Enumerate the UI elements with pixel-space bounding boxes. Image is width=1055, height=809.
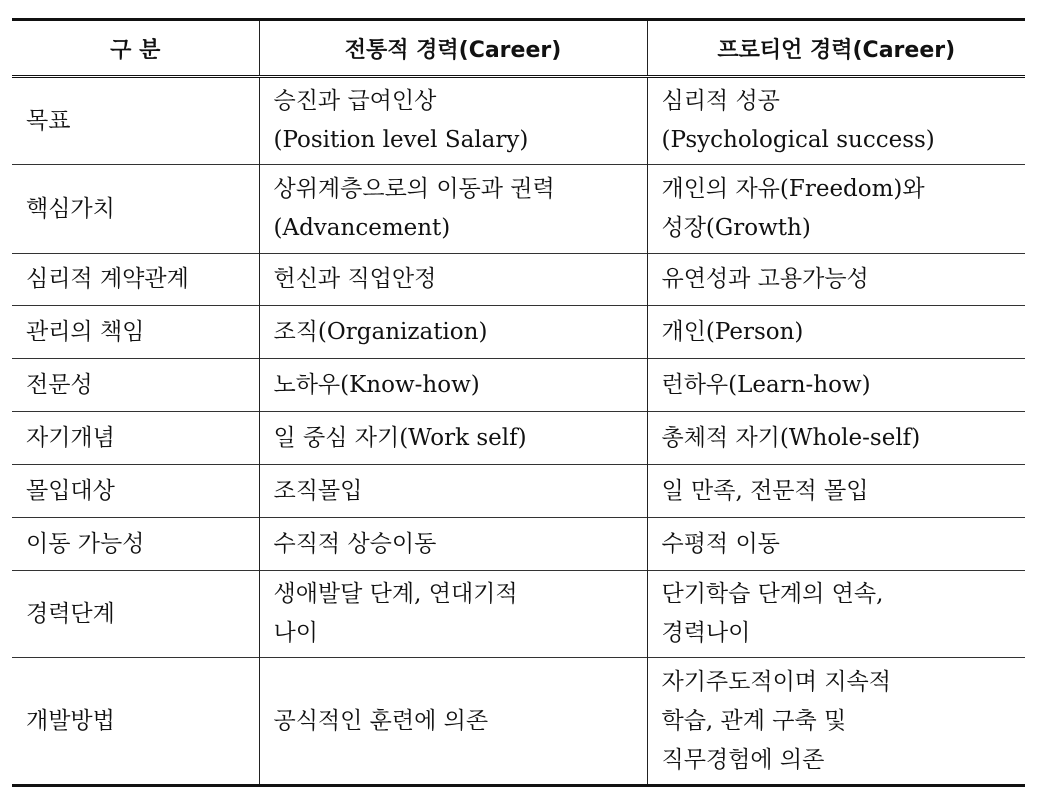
table-row [12, 658, 1025, 786]
protean-cell: 수평적 이동 [647, 518, 1025, 571]
traditional-cell: 조직몰입 [259, 465, 647, 518]
table-row [12, 412, 1025, 465]
row-label: 몰입대상 [12, 465, 259, 518]
traditional-cell: 상위계층으로의 이동과 권력 (Advancement) [259, 165, 647, 254]
row-label: 심리적 계약관계 [12, 254, 259, 306]
table-row [12, 465, 1025, 518]
traditional-cell: 노하우(Know-how) [259, 359, 647, 412]
protean-cell: 개인(Person) [647, 306, 1025, 359]
protean-cell: 총체적 자기(Whole-self) [647, 412, 1025, 465]
protean-cell: 유연성과 고용가능성 [647, 254, 1025, 306]
table-row [12, 359, 1025, 412]
traditional-cell: 승진과 급여인상 (Position level Salary) [259, 77, 647, 165]
row-label: 목표 [26, 107, 71, 134]
protean-cell: 자기주도적이며 지속적 학습, 관계 구축 및 직무경험에 의존 [647, 658, 1025, 786]
table-row [12, 571, 1025, 658]
table-header [12, 20, 1025, 77]
row-label: 이동 가능성 [12, 518, 259, 571]
table-row [12, 518, 1025, 571]
traditional-cell: 헌신과 직업안정 [259, 254, 647, 306]
row-label: 핵심가치 [12, 165, 259, 254]
traditional-cell: 공식적인 훈련에 의존 [259, 658, 647, 786]
header-traditional-career: 전통적 경력(Career) [259, 20, 647, 77]
row-label: 개발방법 [12, 658, 259, 786]
row-label: 관리의 책임 [12, 306, 259, 359]
traditional-cell: 수직적 상승이동 [259, 518, 647, 571]
table-row [12, 254, 1025, 306]
table-row [12, 165, 1025, 254]
protean-cell: 단기학습 단계의 연속, 경력나이 [647, 571, 1025, 658]
table-row [12, 306, 1025, 359]
row-label: 전문성 [12, 359, 259, 412]
traditional-cell: 생애발달 단계, 연대기적 나이 [259, 571, 647, 658]
protean-cell: 일 만족, 전문적 몰입 [647, 465, 1025, 518]
protean-cell: 런하우(Learn-how) [647, 359, 1025, 412]
protean-cell: 개인의 자유(Freedom)와 성장(Growth) [647, 165, 1025, 254]
table-body [12, 77, 1025, 786]
traditional-cell: 일 중심 자기(Work self) [259, 412, 647, 465]
header-category: 구 분 [110, 37, 161, 63]
row-label: 경력단계 [12, 571, 259, 658]
comparison-table-container [12, 18, 1025, 787]
protean-cell: 심리적 성공 (Psychological success) [647, 77, 1025, 165]
header-protean-career: 프로티언 경력(Career) [647, 20, 1025, 77]
traditional-cell: 조직(Organization) [259, 306, 647, 359]
table-row [12, 77, 1025, 165]
row-label: 자기개념 [12, 412, 259, 465]
header-row [12, 20, 1025, 77]
career-comparison-table [12, 18, 1025, 787]
